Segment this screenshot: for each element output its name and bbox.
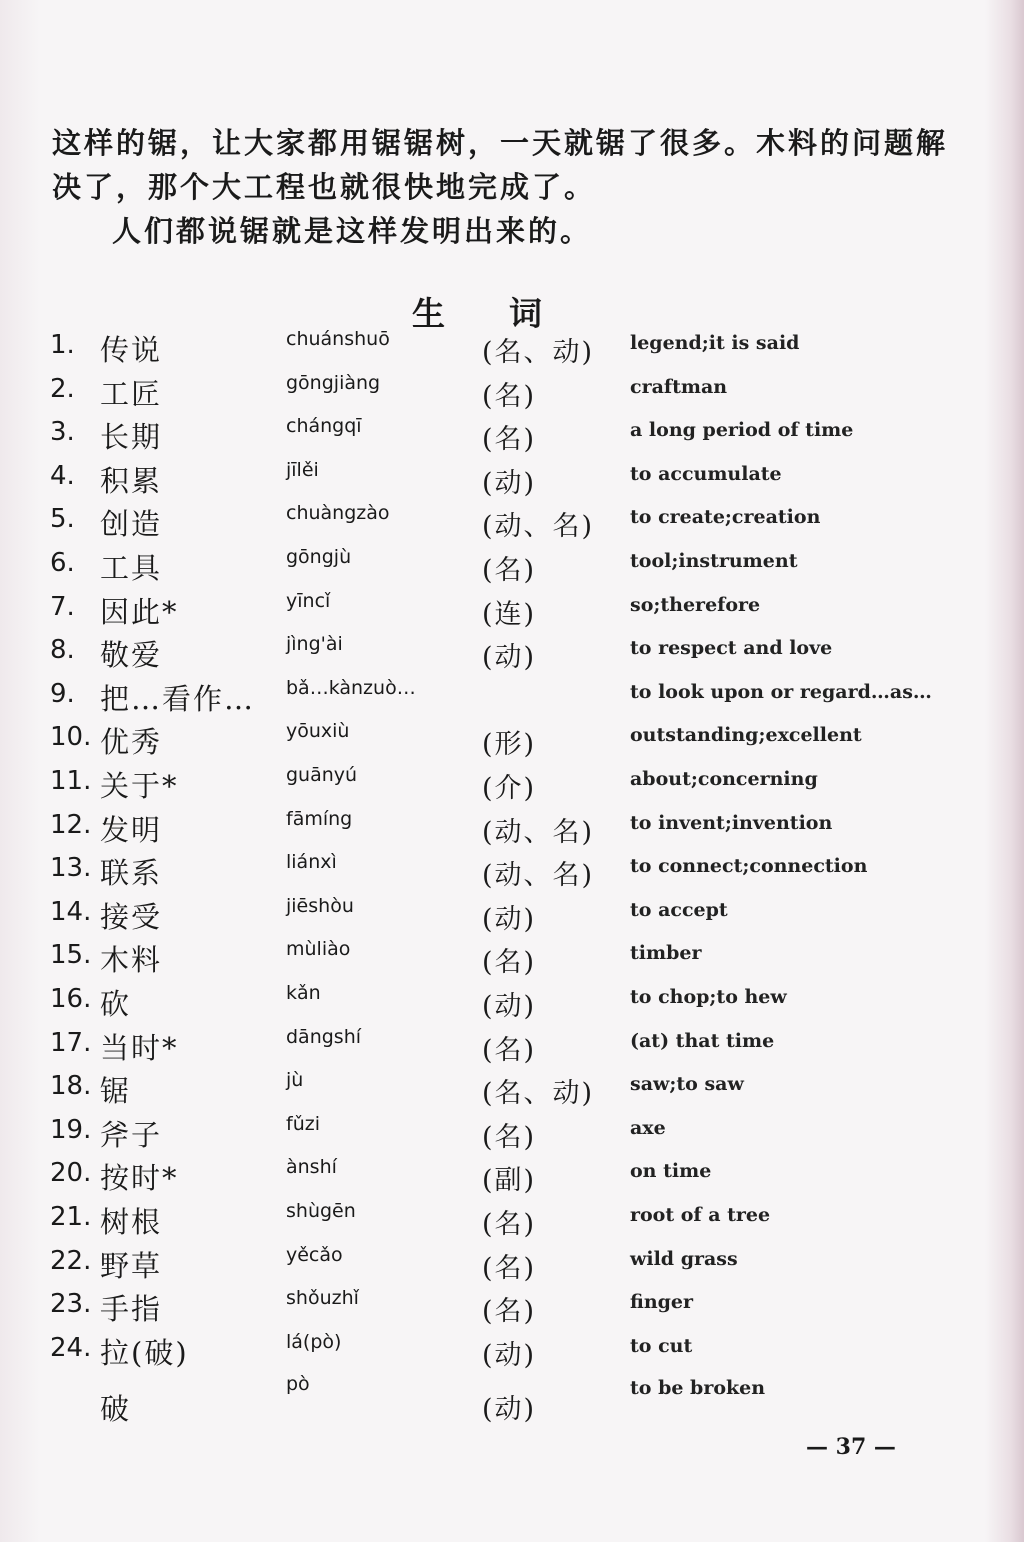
vocab-hanzi: 积累 bbox=[100, 463, 163, 498]
vocab-number: 10. bbox=[50, 722, 92, 753]
vocab-hanzi: 手指 bbox=[100, 1292, 163, 1327]
vocab-row bbox=[0, 633, 1024, 677]
vocab-number: 4. bbox=[50, 460, 75, 491]
vocab-number: 5. bbox=[50, 504, 75, 535]
vocab-hanzi: 斧子 bbox=[100, 1117, 163, 1152]
vocab-hanzi: 因此* bbox=[100, 594, 179, 629]
vocab-part-of-speech: (名) bbox=[482, 1252, 537, 1284]
vocab-number: 23. bbox=[50, 1289, 92, 1320]
vocab-english: to respect and love bbox=[630, 637, 833, 660]
vocab-part-of-speech: (动) bbox=[482, 467, 537, 499]
vocab-pinyin: ànshí bbox=[286, 1156, 337, 1179]
vocab-pinyin: chuánshuō bbox=[286, 328, 390, 350]
vocab-english: timber bbox=[630, 942, 702, 965]
vocab-number: 19. bbox=[50, 1114, 92, 1145]
vocab-pinyin: kǎn bbox=[286, 982, 321, 1004]
vocab-number: 17. bbox=[50, 1027, 92, 1058]
vocab-row bbox=[0, 1244, 1024, 1288]
vocab-english: to accept bbox=[630, 898, 728, 921]
vocab-english: saw;to saw bbox=[630, 1073, 744, 1096]
vocab-pinyin: bǎ…kànzuò… bbox=[286, 676, 416, 699]
vocab-row bbox=[0, 938, 1024, 982]
vocab-row bbox=[0, 1331, 1024, 1375]
vocab-hanzi: 把…看作… bbox=[100, 681, 256, 716]
vocab-pinyin: jìng'ài bbox=[286, 633, 343, 656]
vocab-part-of-speech: (名) bbox=[482, 1121, 537, 1153]
vocab-part-of-speech: (动) bbox=[482, 991, 537, 1022]
vocab-hanzi: 长期 bbox=[100, 420, 163, 455]
vocab-number: 3. bbox=[50, 417, 75, 448]
vocab-row bbox=[0, 1287, 1024, 1331]
vocab-number: 1. bbox=[50, 330, 75, 360]
vocab-part-of-speech: (名) bbox=[482, 1034, 537, 1066]
vocab-pinyin: yīncǐ bbox=[286, 589, 331, 612]
vocab-english: legend;it is said bbox=[630, 332, 800, 354]
vocab-number: 12. bbox=[50, 809, 92, 840]
vocab-english: to invent;invention bbox=[630, 811, 833, 834]
vocab-pinyin: gōngjiàng bbox=[286, 371, 381, 394]
vocab-part-of-speech: (名) bbox=[482, 947, 537, 979]
vocab-english: to look upon or regard…as… bbox=[630, 680, 932, 703]
paragraph-line: 人们都说锯就是这样发明出来的。 bbox=[112, 214, 593, 248]
vocab-row bbox=[0, 459, 1024, 503]
vocab-pinyin: dāngshí bbox=[286, 1025, 362, 1048]
vocab-row bbox=[0, 1156, 1024, 1200]
vocab-pinyin: liánxì bbox=[286, 851, 337, 874]
vocab-hanzi: 按时* bbox=[100, 1161, 179, 1196]
vocab-english: to accumulate bbox=[630, 462, 782, 485]
vocab-hanzi: 敬爱 bbox=[100, 638, 163, 673]
vocab-part-of-speech: (名) bbox=[482, 1209, 537, 1240]
vocab-part-of-speech: (连) bbox=[482, 598, 537, 630]
vocab-pinyin: pò bbox=[286, 1372, 310, 1395]
vocab-english: about;concerning bbox=[630, 768, 818, 790]
vocab-english: so;therefore bbox=[630, 593, 761, 616]
vocab-part-of-speech: (名) bbox=[482, 555, 537, 586]
vocab-row bbox=[0, 328, 1024, 372]
vocab-pinyin: jù bbox=[286, 1069, 304, 1092]
vocab-number: 16. bbox=[50, 984, 92, 1014]
vocab-number: 8. bbox=[50, 635, 75, 666]
vocab-row bbox=[0, 1372, 1024, 1426]
vocab-part-of-speech: (副) bbox=[482, 1165, 537, 1197]
vocab-pinyin: shǒuzhǐ bbox=[286, 1287, 359, 1310]
vocab-row bbox=[0, 982, 1024, 1026]
vocab-part-of-speech: (形) bbox=[482, 729, 537, 761]
vocab-hanzi: 工具 bbox=[100, 551, 163, 585]
vocab-english: axe bbox=[630, 1116, 666, 1139]
vocab-part-of-speech: (名、动) bbox=[482, 337, 595, 368]
vocab-number: 21. bbox=[50, 1202, 92, 1232]
vocab-part-of-speech: (动) bbox=[482, 1393, 537, 1425]
vocab-english: a long period of time bbox=[630, 419, 854, 442]
vocab-row bbox=[0, 590, 1024, 634]
vocab-number: 13. bbox=[50, 853, 92, 884]
vocab-number: 11. bbox=[50, 766, 92, 796]
vocab-hanzi: 联系 bbox=[100, 856, 163, 891]
vocab-row bbox=[0, 546, 1024, 590]
vocab-hanzi: 破 bbox=[100, 1391, 132, 1426]
vocab-pinyin: gōngjù bbox=[286, 546, 352, 568]
vocab-number: 22. bbox=[50, 1245, 92, 1276]
vocab-english: finger bbox=[630, 1291, 694, 1314]
vocab-part-of-speech: (动、名) bbox=[482, 860, 595, 892]
vocab-hanzi: 树根 bbox=[100, 1205, 163, 1239]
vocab-hanzi: 关于* bbox=[100, 769, 179, 803]
vocab-english: to create;creation bbox=[630, 506, 821, 529]
vocab-row bbox=[0, 372, 1024, 416]
vocab-row bbox=[0, 1113, 1024, 1157]
vocab-hanzi: 创造 bbox=[100, 507, 163, 542]
vocab-row bbox=[0, 895, 1024, 939]
vocab-row bbox=[0, 1026, 1024, 1070]
vocab-english: on time bbox=[630, 1160, 712, 1183]
vocab-part-of-speech: (名) bbox=[482, 424, 537, 456]
vocab-row bbox=[0, 1200, 1024, 1244]
vocab-pinyin: chángqī bbox=[286, 415, 362, 438]
vocab-english: wild grass bbox=[630, 1247, 738, 1270]
vocab-english: root of a tree bbox=[630, 1204, 771, 1226]
vocab-part-of-speech: (名、动) bbox=[482, 1078, 595, 1110]
vocab-part-of-speech: (名) bbox=[482, 380, 537, 412]
vocab-number: 20. bbox=[50, 1158, 92, 1189]
vocab-pinyin: fāmíng bbox=[286, 807, 353, 830]
vocab-pinyin: jīlěi bbox=[286, 458, 319, 481]
vocab-part-of-speech: (动、名) bbox=[482, 511, 595, 543]
vocab-english: (at) that time bbox=[630, 1029, 775, 1052]
vocab-part-of-speech: (动) bbox=[482, 1339, 537, 1371]
vocab-part-of-speech: (动、名) bbox=[482, 816, 595, 848]
vocab-part-of-speech: (名) bbox=[482, 1296, 537, 1328]
vocab-row bbox=[0, 502, 1024, 546]
vocab-part-of-speech: (动) bbox=[482, 903, 537, 935]
vocab-number: 9. bbox=[50, 678, 75, 709]
vocab-part-of-speech: (动) bbox=[482, 642, 537, 674]
page-number: — 37 — bbox=[806, 1434, 896, 1460]
vocab-row bbox=[0, 851, 1024, 895]
vocab-hanzi: 传说 bbox=[100, 333, 163, 367]
vocab-row bbox=[0, 1069, 1024, 1113]
vocab-hanzi: 砍 bbox=[100, 987, 132, 1021]
vocab-part-of-speech: (介) bbox=[482, 773, 537, 804]
vocab-row bbox=[0, 764, 1024, 808]
paragraph-line: 决了，那个大工程也就很快地完成了。 bbox=[52, 170, 597, 204]
vocab-row bbox=[0, 808, 1024, 852]
vocab-number: 6. bbox=[50, 548, 75, 578]
vocab-hanzi: 当时* bbox=[100, 1030, 179, 1065]
vocab-hanzi: 锯 bbox=[100, 1074, 132, 1109]
vocab-number: 14. bbox=[50, 896, 92, 927]
vocab-english: to chop;to hew bbox=[630, 986, 787, 1008]
vocab-english: to be broken bbox=[630, 1376, 766, 1399]
vocab-pinyin: jiēshòu bbox=[286, 894, 354, 917]
vocab-pinyin: guānyú bbox=[286, 764, 358, 786]
vocab-english: tool;instrument bbox=[630, 550, 798, 572]
vocab-pinyin: chuàngzào bbox=[286, 502, 390, 525]
vocab-hanzi: 优秀 bbox=[100, 725, 163, 760]
vocab-hanzi: 接受 bbox=[100, 899, 163, 934]
vocab-pinyin: fǔzi bbox=[286, 1112, 320, 1135]
vocab-pinyin: yōuxiù bbox=[286, 720, 350, 743]
vocab-row bbox=[0, 720, 1024, 764]
vocab-row bbox=[0, 415, 1024, 459]
vocab-pinyin: lá(pò) bbox=[286, 1330, 342, 1353]
vocab-pinyin: mùliào bbox=[286, 938, 351, 961]
vocab-number: 24. bbox=[50, 1332, 92, 1363]
vocab-english: to connect;connection bbox=[630, 855, 868, 878]
vocab-pinyin: yěcǎo bbox=[286, 1243, 343, 1266]
vocab-hanzi: 拉(破) bbox=[100, 1335, 189, 1370]
vocab-number: 2. bbox=[50, 373, 75, 404]
vocab-english: to cut bbox=[630, 1334, 693, 1357]
vocab-hanzi: 发明 bbox=[100, 812, 163, 847]
vocab-english: outstanding;excellent bbox=[630, 724, 862, 747]
vocab-hanzi: 木料 bbox=[100, 943, 163, 978]
vocab-row bbox=[0, 677, 1024, 721]
vocab-number: 18. bbox=[50, 1071, 92, 1102]
vocab-english: craftman bbox=[630, 375, 728, 398]
vocab-hanzi: 工匠 bbox=[100, 376, 163, 411]
vocab-number: 7. bbox=[50, 591, 75, 622]
vocab-number: 15. bbox=[50, 940, 92, 971]
vocabulary-heading: 生词 bbox=[412, 294, 606, 333]
vocab-hanzi: 野草 bbox=[100, 1248, 163, 1283]
vocab-pinyin: shùgēn bbox=[286, 1200, 356, 1222]
paragraph-line: 这样的锯，让大家都用锯锯树，一天就锯了很多。木料的问题解 bbox=[52, 126, 949, 160]
